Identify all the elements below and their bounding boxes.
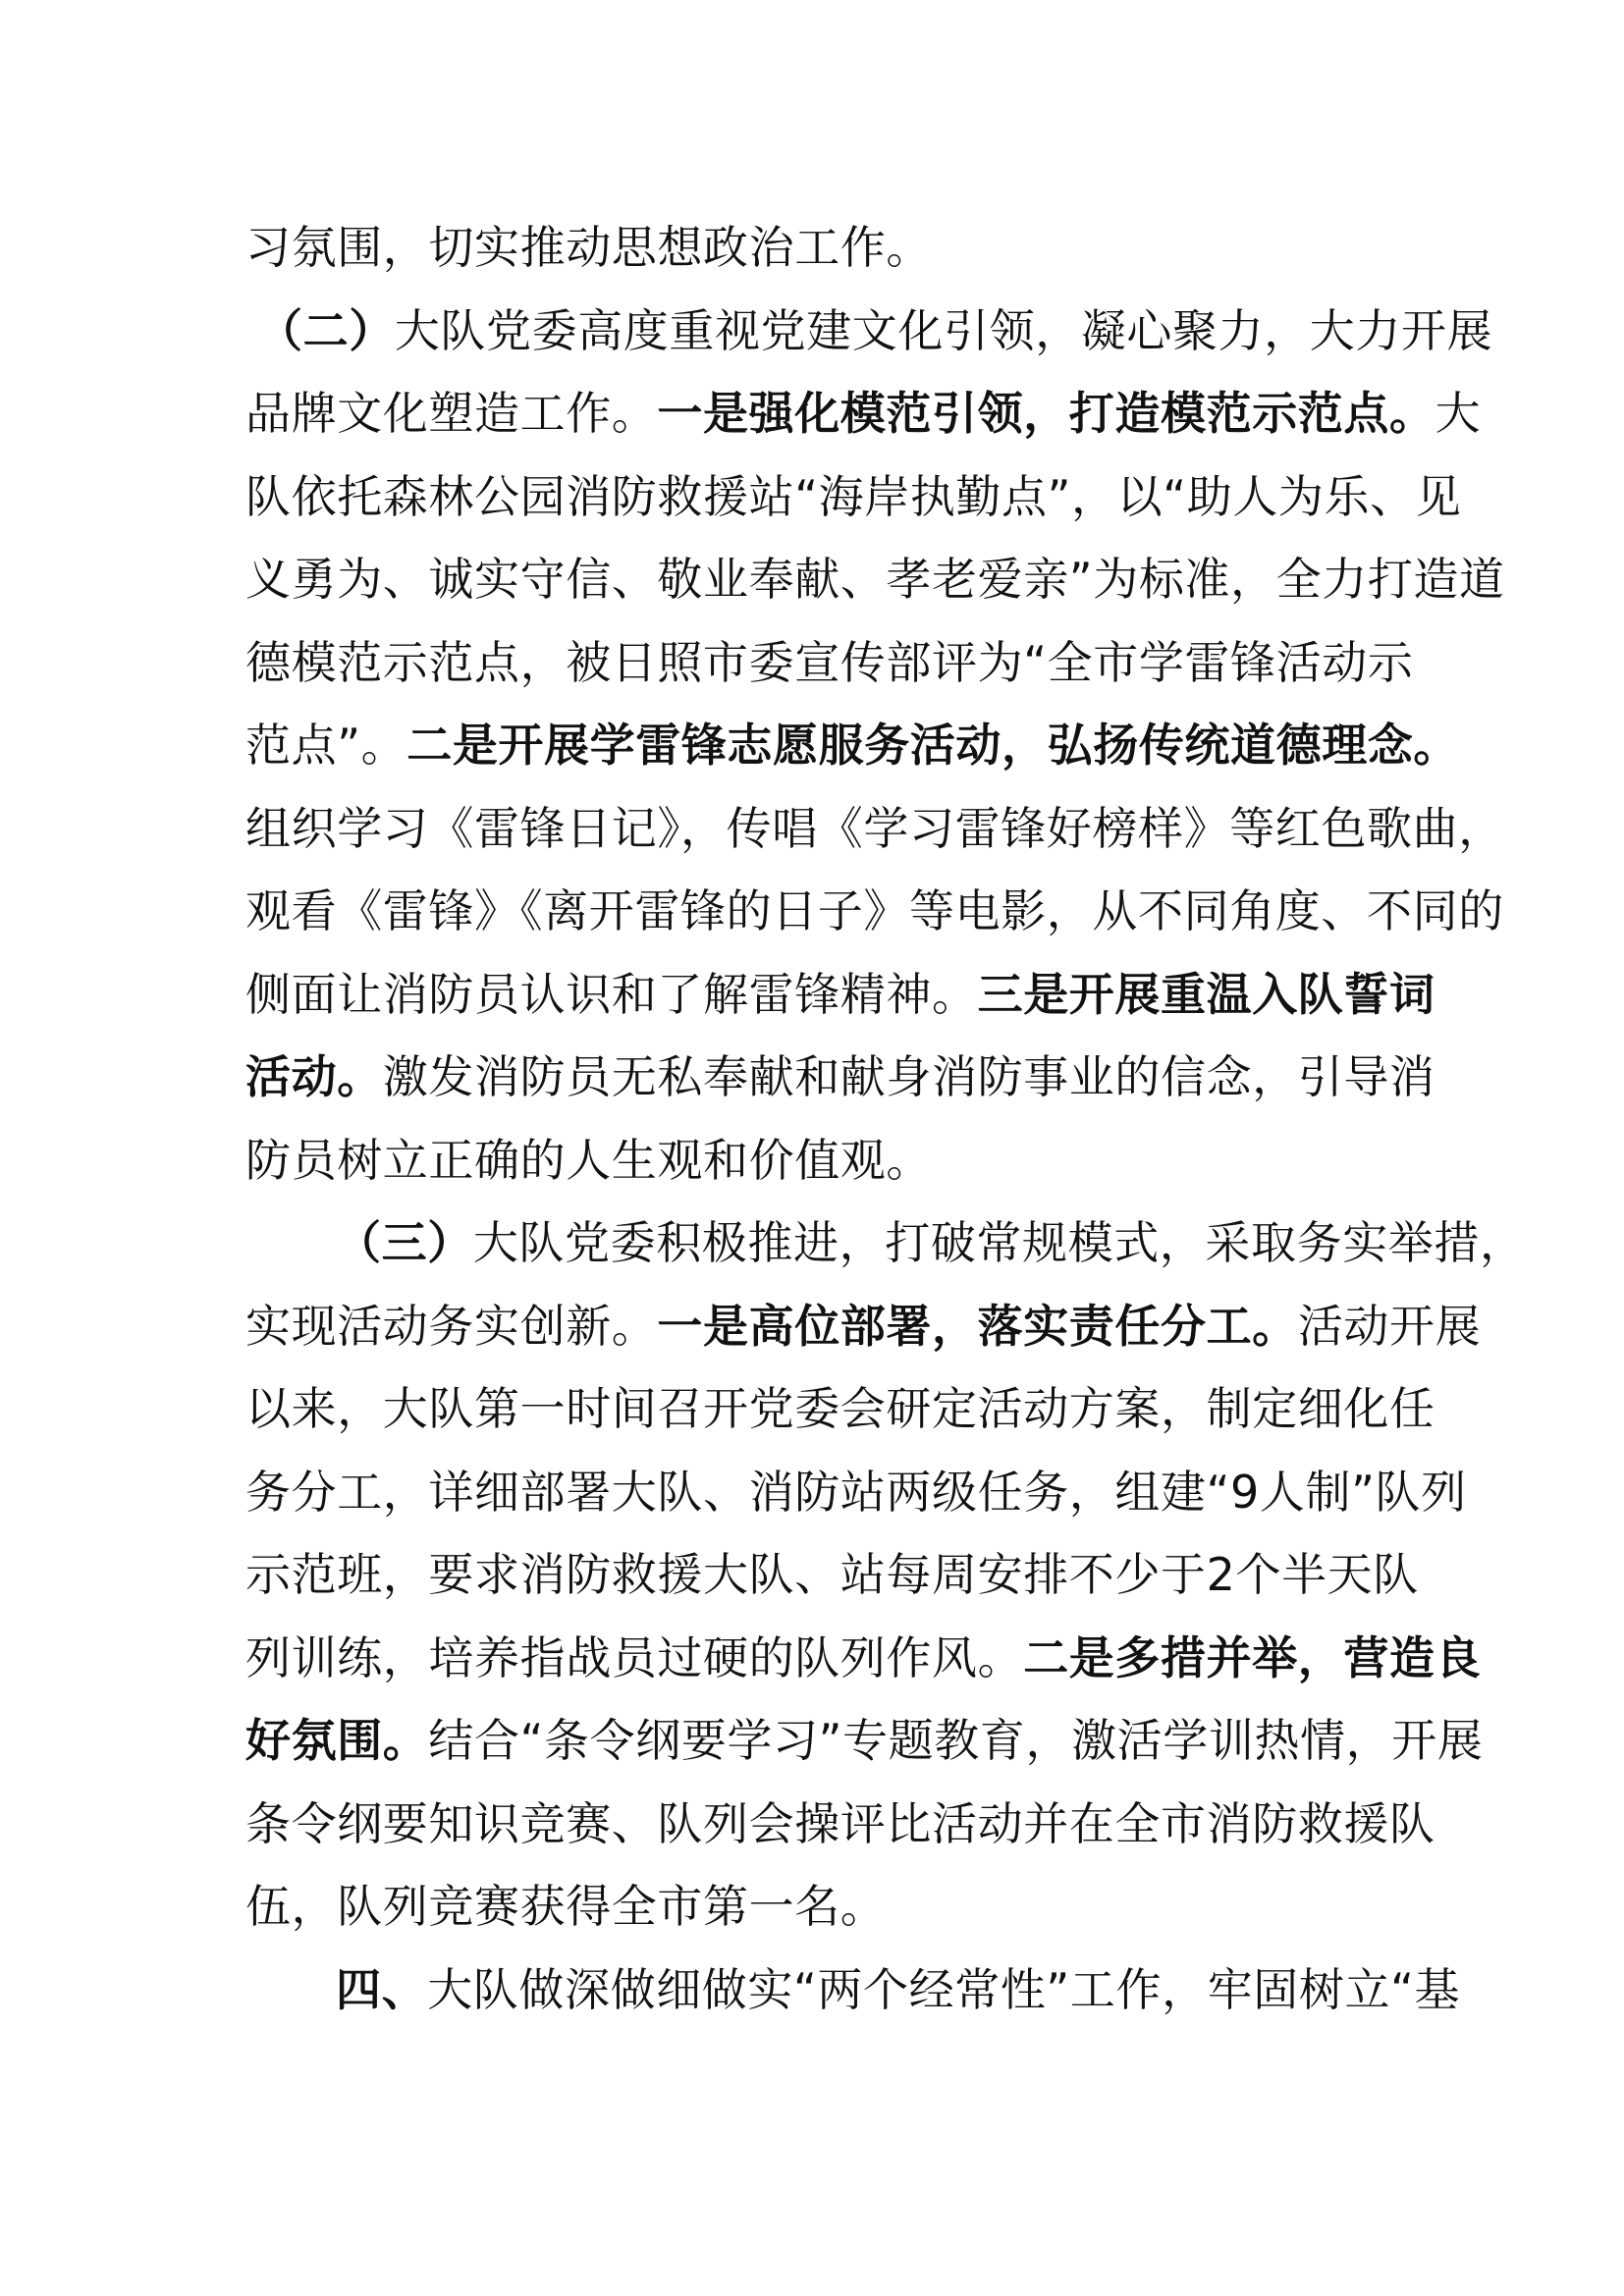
text-line	[245, 538, 1505, 621]
text-segment: 侧面让消防员认识和了解雷锋精神。	[245, 967, 978, 1021]
text-segment: 队依托森林公园消防救援站“海岸执勤点”，以“助人为乐、见	[245, 469, 1462, 523]
text-line	[245, 1617, 1482, 1700]
text-line	[245, 372, 1482, 455]
text-segment: 条令纲要知识竞赛、队列会操评比活动并在全市消防救援队	[245, 1796, 1435, 1850]
text-line	[245, 1285, 1482, 1368]
text-line	[245, 290, 1493, 373]
bold-text-segment: 二是多措并举，营造良	[1023, 1630, 1482, 1684]
bold-text-segment: 一是高位部署，落实责任分工。	[657, 1299, 1298, 1353]
text-segment: 活动开展	[1297, 1299, 1482, 1353]
text-line	[245, 704, 1460, 787]
text-segment: 义勇为、诚实守信、敬业奉献、孝老爱亲”为标准，全力打造道	[245, 553, 1505, 606]
text-segment: 以来，大队第一时间召开党委会研定活动方案，制定细化任	[245, 1382, 1435, 1435]
text-segment: 列训练，培养指战员过硬的队列作风。	[245, 1630, 1024, 1684]
text-line	[245, 1451, 1467, 1534]
text-segment: 伍，队列竞赛获得全市第一名。	[245, 1880, 887, 1933]
text-line	[245, 1949, 1461, 2032]
text-line	[245, 455, 1462, 539]
text-line	[245, 1201, 1526, 1285]
text-line	[245, 621, 1414, 705]
section-marker: （二）	[257, 303, 395, 357]
bold-text-segment: 三是开展重温入队誓词	[977, 967, 1435, 1021]
text-segment: 大队做深做细做实“两个经常性”工作，牢固树立“基	[427, 1962, 1461, 2016]
text-segment: 大队党委高度重视党建文化引领，凝心聚力，大力开展	[394, 303, 1493, 357]
text-line	[245, 953, 1435, 1037]
text-segment: 大队党委积极推进，打破常规模式，采取务实举措，	[472, 1216, 1526, 1269]
text-line	[245, 1367, 1435, 1451]
bold-text-segment: 一是强化模范引领，打造模范示范点。	[657, 387, 1435, 440]
text-segment: 观看《雷锋》《离开雷锋的日子》等电影，从不同角度、不同的	[245, 884, 1504, 937]
section-marker: （三）	[336, 1216, 473, 1269]
text-line	[245, 1699, 1484, 1783]
text-line	[245, 787, 1504, 871]
text-line	[245, 1119, 1389, 1202]
text-segment: 组织学习《雷锋日记》，传唱《学习雷锋好榜样》等红色歌曲，	[245, 801, 1504, 855]
body-text	[245, 206, 1526, 2031]
text-line	[245, 1036, 1435, 1119]
text-segment: 德模范示范点，被日照市委宣传部评为“全市学雷锋活动示	[245, 635, 1414, 689]
text-line	[245, 1865, 1389, 1949]
text-segment: 激发消防员无私奉献和献身消防事业的信念，引导消	[382, 1050, 1435, 1103]
section-marker: 四、	[336, 1962, 428, 2016]
text-line	[245, 206, 1389, 290]
text-segment: 务分工，详细部署大队、消防站两级任务，组建“9人制”队列	[245, 1465, 1467, 1519]
bold-text-segment: 好氛围。	[245, 1714, 429, 1767]
text-segment: 品牌文化塑造工作。	[245, 387, 658, 440]
text-segment: 防员树立正确的人生观和价值观。	[245, 1133, 932, 1187]
bold-text-segment: 活动。	[245, 1050, 383, 1103]
text-line	[245, 1783, 1435, 1866]
text-segment: 习氛围，切实推动思想政治工作。	[245, 221, 932, 274]
text-segment: 结合“条令纲要学习”专题教育，激活学训热情，开展	[428, 1714, 1484, 1767]
text-segment: 范点”。	[245, 719, 407, 772]
text-segment: 示范班，要求消防救援大队、站每周安排不少于2个半天队	[245, 1548, 1419, 1601]
bold-text-segment: 二是开展学雷锋志愿服务活动，弘扬传统道德理念。	[406, 719, 1460, 772]
text-line	[245, 1533, 1419, 1617]
text-line	[245, 870, 1504, 953]
text-segment: 大	[1435, 387, 1482, 440]
text-segment: 实现活动务实创新。	[245, 1299, 658, 1353]
